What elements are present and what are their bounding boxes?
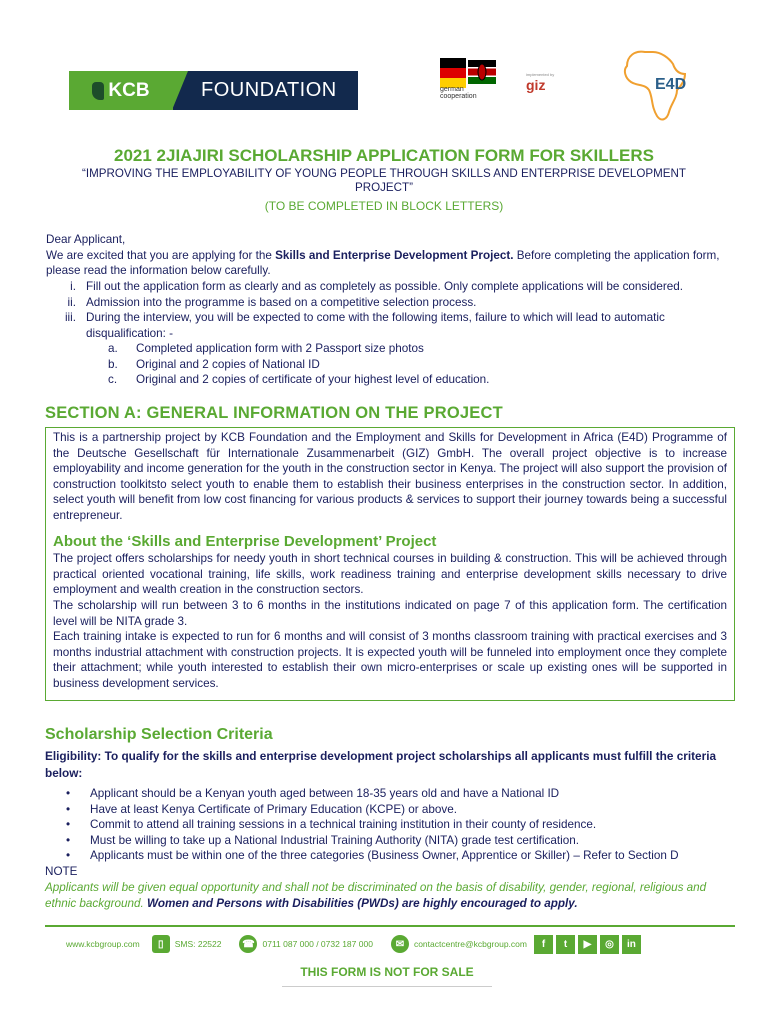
about-project-heading: About the ‘Skills and Enterprise Development’ Project bbox=[53, 532, 437, 550]
footer-divider bbox=[45, 925, 735, 927]
giz-logo bbox=[526, 72, 586, 102]
list-item: b. Original and 2 copies of National ID bbox=[108, 357, 320, 371]
giz-implemented-by: implemented by bbox=[526, 72, 555, 77]
instagram-icon[interactable]: ◎ bbox=[600, 935, 619, 954]
greeting: Dear Applicant, bbox=[46, 233, 126, 246]
note-text: Applicants will be given equal opportunity and shall not be discriminated on the basis of disability, gender, regional, religious and ethnic background. Women and Persons with Disabilities (PWDs) are highly encouraged to apply. bbox=[45, 881, 707, 910]
kenya-flag-icon bbox=[468, 60, 496, 84]
phone-text: 0711 087 000 / 0732 187 000 bbox=[262, 939, 373, 949]
criteria-heading: Scholarship Selection Criteria bbox=[45, 726, 273, 743]
note-emphasis: Women and Persons with Disabilities (PWDs) are highly encouraged to apply. bbox=[147, 896, 578, 910]
required-items-list bbox=[108, 341, 728, 388]
website-link[interactable]: www.kcbgroup.com bbox=[66, 939, 140, 949]
block-letters-instruction: (TO BE COMPLETED IN BLOCK LETTERS) bbox=[264, 199, 504, 213]
phone-icon: ☎ bbox=[239, 935, 257, 953]
note-label: NOTE bbox=[45, 865, 78, 878]
page-subtitle: “IMPROVING THE EMPLOYABILITY OF YOUNG PEOPLE THROUGH SKILLS AND ENTERPRISE DEVELOPMENT PROJECT” bbox=[82, 167, 686, 194]
list-item: i. Fill out the application form as clearly and as completely as possible. Only complete applications will be considered. bbox=[70, 280, 684, 293]
page-title: 2021 2JIAJIRI SCHOLARSHIP APPLICATION FORM FOR SKILLERS bbox=[114, 146, 654, 165]
facebook-icon[interactable]: f bbox=[534, 935, 553, 954]
eligibility-text: Eligibility: To qualify for the skills and enterprise development project scholarships all applicants must fulfill the criteria below: bbox=[45, 749, 717, 780]
intro-text: We are excited that you are applying for the Skills and Enterprise Development Project. Before completing the application form, please read the information below carefully. bbox=[46, 248, 720, 278]
project-name: Skills and Enterprise Development Project. bbox=[275, 248, 514, 262]
section-a-heading: SECTION A: GENERAL INFORMATION ON THE PROJECT bbox=[45, 404, 503, 422]
list-item: • Applicant should be a Kenyan youth aged between 18-35 years old and have a National ID bbox=[66, 787, 560, 800]
list-item: c. Original and 2 copies of certificate of your highest level of education. bbox=[108, 373, 490, 387]
list-item: a. Completed application form with 2 Passport size photos bbox=[108, 342, 424, 355]
not-for-sale-notice: THIS FORM IS NOT FOR SALE bbox=[282, 960, 492, 987]
twitter-icon[interactable]: t bbox=[556, 935, 575, 954]
email-icon: ✉ bbox=[391, 935, 409, 953]
about-paragraph-3: Each training intake is expected to run for 6 months and will consist of 3 months classroom training with practical exercises and 3 months industrial attachment with construction projects. It is expected youth will be funneled into employment once they complete their attachment; while youth interested to establish their own micro-enterprises or scale up existing ones will be supported in business development services. bbox=[53, 630, 727, 690]
intro-paragraph bbox=[46, 232, 736, 279]
youtube-icon[interactable]: ▶ bbox=[578, 935, 597, 954]
e4d-logo bbox=[615, 46, 701, 128]
kcb-logo-mark bbox=[69, 71, 173, 110]
german-flag-icon bbox=[440, 58, 466, 88]
german-cooperation-text: german cooperation bbox=[440, 86, 477, 100]
section-a-box bbox=[45, 427, 735, 701]
list-item: • Must be willing to take up a National Industrial Training Authority (NITA) grade test certification. bbox=[66, 833, 579, 847]
list-item: iii. During the interview, you will be expected to come with the following items, failure to which will lead to automatic disqualification: - bbox=[64, 311, 665, 340]
contact-footer bbox=[66, 933, 736, 955]
list-item: • Commit to attend all training sessions in a technical training institution in their county of residence. bbox=[66, 818, 597, 832]
sms-text: SMS: 22522 bbox=[174, 939, 222, 949]
list-item: • Applicants must be within one of the three categories (Business Owner, Apprentice or Skiller) – Refer to Section D bbox=[66, 849, 679, 863]
about-paragraph-1: The project offers scholarships for needy youth in short technical courses in building & construction. This will be achieved through practical oriented vocational training, life skills, work readiness training and enterprise development skills necessary to drive employment and wealth creation in the construction sectors. bbox=[53, 552, 727, 597]
linkedin-icon[interactable]: in bbox=[622, 935, 641, 954]
e4d-logo-text: E4D bbox=[655, 76, 687, 93]
about-paragraph-2: The scholarship will run between 3 to 6 months in the institutions indicated on page 7 of this application form. The certification level will be NITA grade 3. bbox=[53, 598, 727, 628]
kcb-foundation-logo bbox=[69, 71, 358, 110]
kcb-leaf-icon bbox=[92, 82, 104, 100]
mobile-icon: ▯ bbox=[152, 935, 170, 953]
list-item: • Have at least Kenya Certificate of Primary Education (KCPE) or above. bbox=[66, 802, 458, 816]
criteria-list bbox=[66, 786, 736, 864]
kcb-logo-text: KCB bbox=[108, 79, 150, 101]
list-item: ii. Admission into the programme is based on a competitive selection process. bbox=[67, 295, 477, 309]
project-intro-text: This is a partnership project by KCB Foundation and the Employment and Skills for Development in Africa (E4D) Programme of the Deutsche Gesellschaft für Internationale Zusammenarbeit (GIZ) GmbH. The overall project objective is to increase employability and income generation for the youth in the construction sector in Kenya. The project will also support the provision of construction toolkitsto select youth to enable them to establish their business enterprises in the construction sector. In addition, select youth will benefit from low cost financing for various products & services to support their journey towards being a successful entrepreneur. bbox=[53, 431, 727, 522]
german-cooperation-logo bbox=[424, 52, 524, 110]
email-link[interactable]: contactcentre@kcbgroup.com bbox=[413, 939, 527, 949]
giz-logo-text: giz bbox=[526, 77, 546, 93]
foundation-logo-text: FOUNDATION bbox=[173, 71, 358, 110]
instructions-list bbox=[46, 279, 736, 341]
